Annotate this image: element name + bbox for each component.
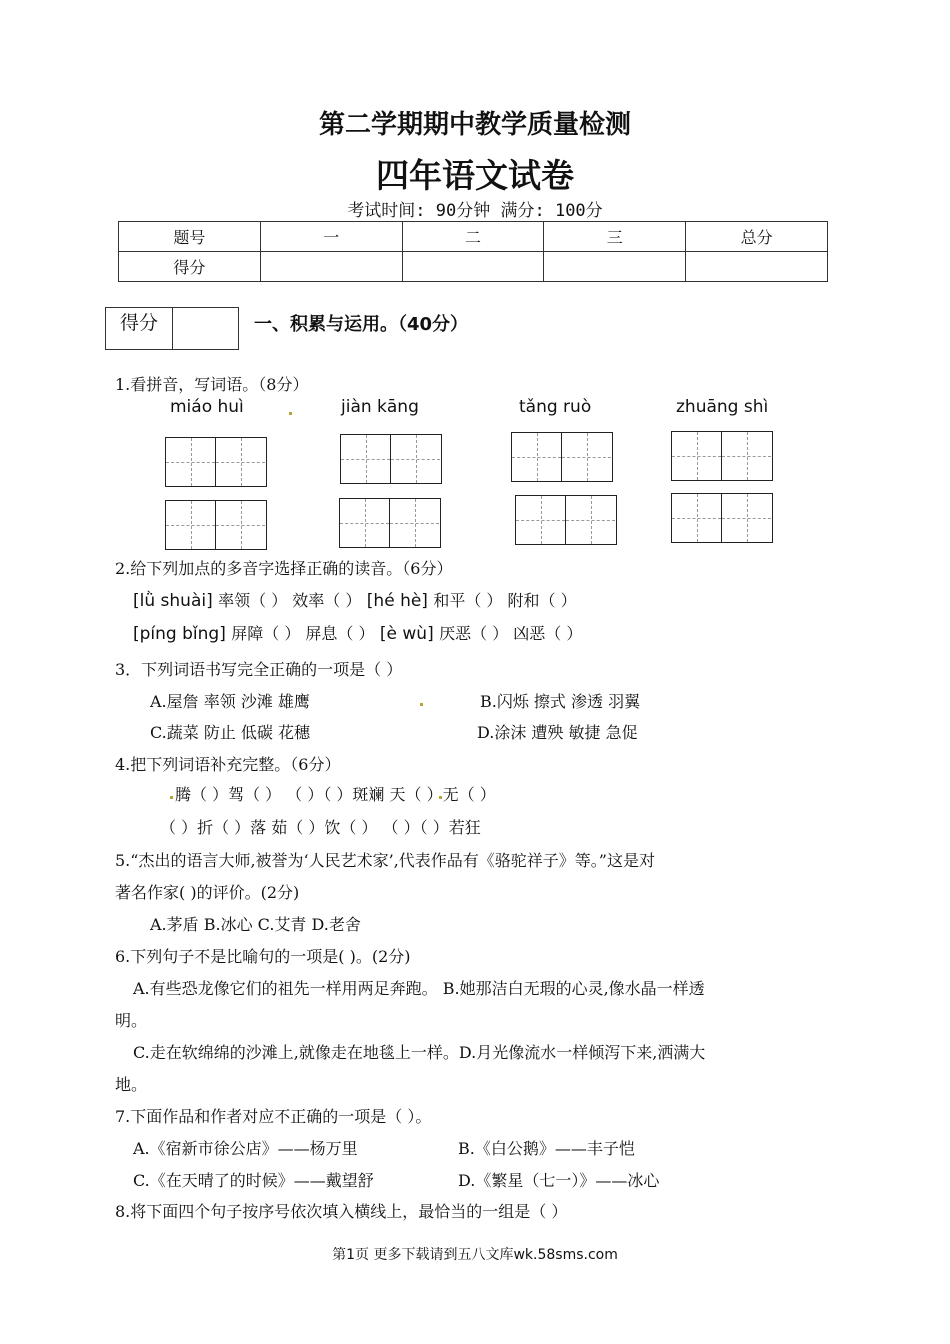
score-cell: [686, 252, 828, 282]
question-7: 7.下面作品和作者对应不正确的一项是（ ）。: [115, 1107, 432, 1126]
pinyin-4: zhuāng shì: [676, 397, 769, 417]
exam-title: 第二学期期中教学质量检测: [318, 110, 631, 140]
writing-grid[interactable]: [515, 495, 617, 545]
polyphone-row: [lǜ shuài] 率领（ ） 效率（ ） [hé hè] 和平（ ） 附和（ ）: [133, 591, 577, 611]
question-5: 5.“杰出的语言大师,被誉为‘人民艺术家’,代表作品有《骆驼祥子》等。”这是对: [115, 851, 655, 870]
question-4: 4.把下列词语补充完整。（6分）: [115, 755, 341, 774]
question-2: 2.给下列加点的多音字选择正确的读音。（6分）: [115, 559, 453, 578]
writing-grid[interactable]: [340, 434, 442, 484]
score-header-cell: 三: [544, 222, 686, 252]
score-row-label: 得分: [119, 252, 261, 282]
question-8: 8.将下面四个句子按序号依次填入横线上，最恰当的一组是（ ）: [115, 1202, 568, 1221]
page-footer: 第1页 更多下载请到五八文库wk.58sms.com: [332, 1247, 618, 1263]
option-c: C.蔬菜 防止 低碳 花穗: [150, 723, 311, 742]
score-table: [118, 221, 828, 282]
question-1: 1.看拼音，写词语。（8分）: [115, 375, 309, 394]
question-6: 6.下列句子不是比喻句的一项是( )。(2分): [115, 947, 411, 966]
question-6-line: C.走在软绵绵的沙滩上,就像走在地毯上一样。D.月光像流水一样倾泻下来,洒满大: [133, 1043, 706, 1062]
section-score-box: [105, 307, 239, 350]
question-6-line: 地。: [115, 1075, 148, 1094]
writing-grid[interactable]: [671, 431, 773, 481]
fill-row: （ ）折（ ）落 茹（ ）饮（ ） （ ）（ ）若狂: [160, 818, 481, 837]
option-d: D.涂沫 遭殃 敏捷 急促: [477, 723, 638, 742]
question-3: 3．下列词语书写完全正确的一项是（ ）: [115, 660, 403, 679]
option-b: B.《白公鹅》——丰子恺: [458, 1139, 635, 1158]
section-score-label: 得分: [106, 308, 173, 349]
writing-grid[interactable]: [671, 493, 773, 543]
option-c: C.《在天晴了的时候》——戴望舒: [133, 1171, 374, 1190]
score-header-cell: 总分: [686, 222, 828, 252]
option-a: A.《宿新市徐公店》——杨万里: [133, 1139, 358, 1158]
exam-info: 考试时间: 90分钟 满分: 100分: [347, 201, 603, 221]
score-header-cell: 二: [402, 222, 544, 252]
writing-grid[interactable]: [165, 437, 267, 487]
pinyin-2: jiàn kāng: [341, 397, 419, 417]
writing-grid[interactable]: [165, 500, 267, 550]
score-header-cell: 题号: [119, 222, 261, 252]
option-b: B.闪烁 擦式 渗透 羽翼: [480, 692, 641, 711]
question-5-cont: 著名作家( )的评价。(2分): [115, 883, 300, 902]
question-6-line: A.有些恐龙像它们的祖先一样用两足奔跑。 B.她那洁白无瑕的心灵,像水晶一样透: [133, 979, 705, 998]
fill-row: 腾（ ）驾（ ） （ ）（ ）斑斓 天（ ）无（ ）: [175, 785, 496, 804]
score-cell: [544, 252, 686, 282]
score-cell: [402, 252, 544, 282]
pinyin-1: miáo huì: [170, 397, 244, 417]
score-header-cell: 一: [260, 222, 402, 252]
exam-subject-title: 四年语文试卷: [376, 156, 574, 195]
writing-grid[interactable]: [511, 432, 613, 482]
pinyin-3: tǎng ruò: [519, 397, 592, 417]
question-6-line: 明。: [115, 1011, 148, 1030]
polyphone-row: [píng bǐng] 屏障（ ） 屏息（ ） [è wù] 厌恶（ ） 凶恶（ ）: [133, 624, 583, 644]
writing-grid[interactable]: [339, 498, 441, 548]
score-cell: [260, 252, 402, 282]
option-d: D.《繁星（七一）》——冰心: [458, 1171, 660, 1190]
section-title: 一、积累与运用。（40分）: [254, 314, 469, 335]
question-5-options: A.茅盾 B.冰心 C.艾青 D.老舍: [150, 915, 361, 934]
option-a: A.屋詹 率领 沙滩 雄鹰: [150, 692, 310, 711]
